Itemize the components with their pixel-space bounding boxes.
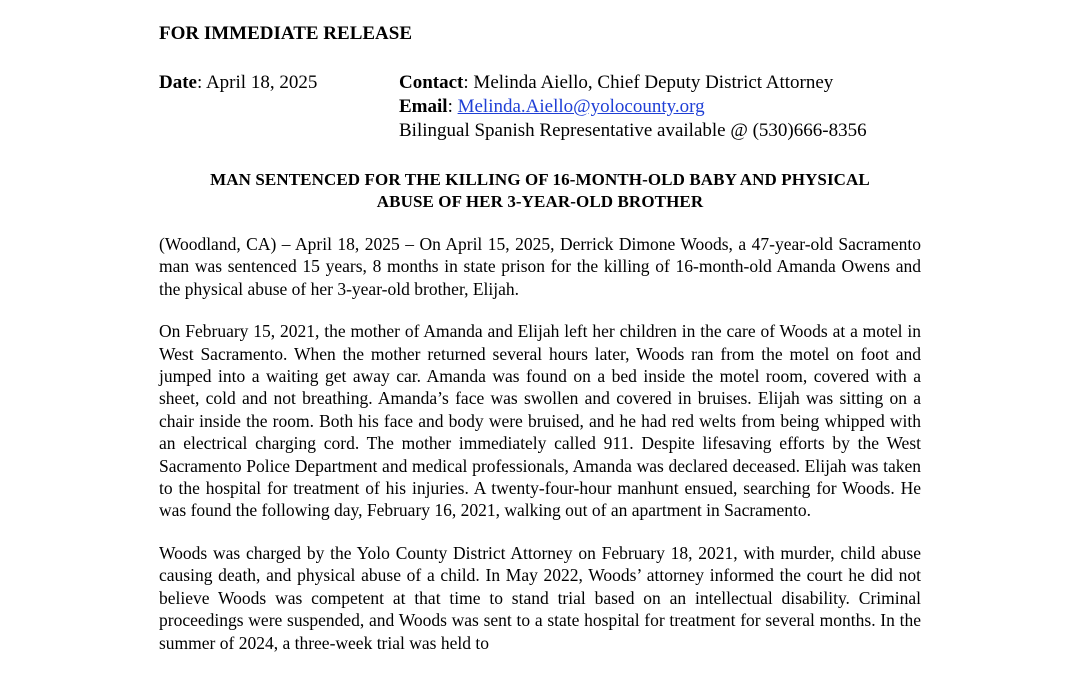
headline-line-2: ABUSE OF HER 3-YEAR-OLD BROTHER — [376, 192, 704, 211]
paragraph-3 — [159, 542, 921, 654]
press-release-page — [159, 22, 921, 654]
contact-label: Contact — [399, 72, 464, 93]
email-separator: : — [447, 96, 458, 117]
paragraph-1-text: (Woodland, CA) – April 18, 2025 – On April 15, 2025, Derrick Dimone Woods, a 47-year-old Sacramento man was sentenced 15 years, 8 months in state prison for the killing of 16-month-old Amanda Owens and the physical abuse of her 3-year-old brother, Elijah. — [159, 234, 921, 299]
paragraph-2-text: On February 15, 2021, the mother of Amanda and Elijah left her children in the care of Woods at a motel in West Sacramento. When the mother returned several hours later, Woods ran from the motel on foot and jumped into a waiting get away car. Amanda was found on a bed inside the motel room, covered with a sheet, cold and not breathing. Amanda’s face was swollen and covered in bruises. Elijah was sitting on a chair inside the room. Both his face and body were bruised, and he had red welts from being whipped with an electrical charging cord. The mother immediately called 911. Despite lifesaving efforts by the West Sacramento Police Department and medical professionals, Amanda was declared deceased. Elijah was taken to the hospital for treatment of his injuries. A twenty-four-hour manhunt ensued, searching for Woods. He was found the following day, February 16, 2021, walking out of an apartment in Sacramento. — [159, 321, 921, 521]
email-line — [399, 95, 867, 119]
paragraph-1 — [159, 233, 921, 300]
headline-line-1: MAN SENTENCED FOR THE KILLING OF 16-MONTH-OLD BABY AND PHYSICAL — [210, 170, 870, 189]
email-label: Email — [399, 96, 448, 117]
bilingual-line: Bilingual Spanish Representative available @ (530)666-8356 — [399, 120, 867, 141]
release-meta — [159, 71, 921, 143]
paragraph-3-text: Woods was charged by the Yolo County District Attorney on February 18, 2021, with murder, child abuse causing death, and physical abuse of a child. In May 2022, Woods’ attorney informed the court he did not believe Woods was competent at that time to stand trial based on an intellectual disability. Criminal proceedings were suspended, and Woods was sent to a state hospital for treatment for several months. In the summer of 2024, a three-week trial was held to — [159, 542, 921, 653]
date-line — [159, 71, 317, 95]
contact-value: : Melinda Aiello, Chief Deputy District Attorney — [463, 72, 834, 93]
release-label: FOR IMMEDIATE RELEASE — [159, 23, 413, 44]
date-label: Date — [159, 72, 197, 93]
headline — [159, 169, 921, 213]
contact-line — [399, 71, 867, 95]
date-value: : April 18, 2025 — [196, 72, 318, 93]
email-link[interactable]: Melinda.Aiello@yolocounty.org — [457, 96, 705, 117]
paragraph-2 — [159, 320, 921, 522]
contact-block — [399, 71, 867, 143]
